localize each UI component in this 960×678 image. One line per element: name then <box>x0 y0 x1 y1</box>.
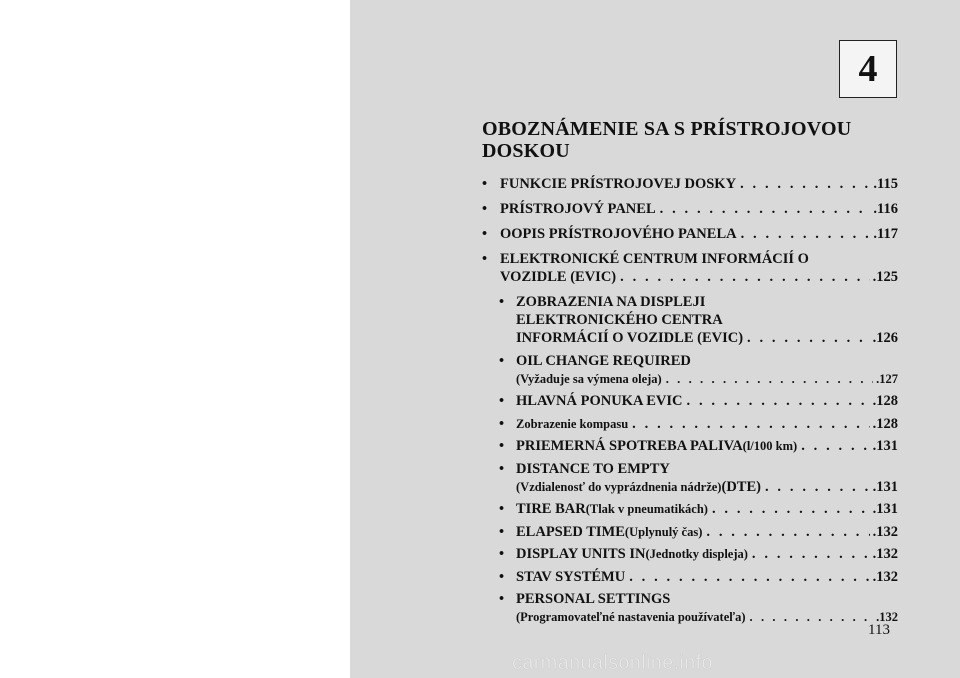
bullet-icon: • <box>499 591 505 607</box>
toc-page-number: .128 <box>872 415 898 432</box>
watermark-text: carmanualsonline.info <box>512 652 713 674</box>
toc-entry-tire-bar[interactable] <box>482 500 898 518</box>
chapter-number: 4 <box>858 48 878 90</box>
toc-entry-stav-systemu[interactable] <box>482 568 898 586</box>
bullet-icon: • <box>499 501 505 517</box>
toc-entry-hlavna-ponuka[interactable] <box>482 392 898 410</box>
toc-entry-display-units[interactable] <box>482 545 898 563</box>
toc-entry-kompas[interactable] <box>482 415 898 433</box>
chapter-title-line2: DOSKOU <box>482 140 570 162</box>
blank-left-area <box>0 0 350 678</box>
toc-entry-label: FUNKCIE PRÍSTROJOVEJ DOSKY <box>500 176 737 192</box>
toc-entry-distance[interactable] <box>482 460 898 496</box>
bullet-icon: • <box>499 352 505 369</box>
toc-entry-label: PRIEMERNÁ SPOTREBA PALIVA <box>516 438 743 454</box>
toc-page-number: .131 <box>872 501 898 517</box>
toc-entry-label-line1: OIL CHANGE REQUIRED <box>516 352 691 369</box>
bullet-icon: • <box>499 294 505 310</box>
toc-page-number: .132 <box>876 610 898 624</box>
toc-entry-elapsed-time[interactable] <box>482 523 898 541</box>
toc-entry-label: STAV SYSTÉMU <box>516 568 626 585</box>
chapter-number-box <box>839 40 897 98</box>
toc-page-number: .131 <box>872 478 898 495</box>
bullet-icon: • <box>499 393 505 409</box>
toc-page-number: .132 <box>872 568 898 585</box>
toc-entry-label: Zobrazenie kompasu <box>516 416 629 431</box>
bullet-icon: • <box>499 438 505 454</box>
toc-page-number: .125 <box>872 269 898 285</box>
toc-page-number: .132 <box>872 546 898 562</box>
toc-page-number: .126 <box>872 330 898 346</box>
toc-entry-label-sub: (l/100 km) <box>742 439 798 453</box>
chapter-title-line1: OBOZNÁMENIE SA S PRÍSTROJOVOU <box>482 118 852 140</box>
toc-page-number: .131 <box>872 438 898 454</box>
bullet-icon: • <box>499 523 505 540</box>
toc-entry-personal-settings[interactable] <box>482 590 898 626</box>
bullet-icon: • <box>482 226 488 242</box>
toc-entry-label: VOZIDLE (EVIC) <box>500 269 617 285</box>
toc-entry-oopis[interactable] <box>482 225 898 243</box>
toc-page-number: .127 <box>876 371 898 386</box>
toc-entry-label-line2: ELEKTRONICKÉHO CENTRA <box>516 312 723 328</box>
toc-entry-label-line1: DISTANCE TO EMPTY <box>516 460 670 477</box>
toc-entry-label: (DTE) <box>721 478 761 495</box>
toc-entry-label-sub: (Uplynulý čas) <box>624 524 703 539</box>
toc-entry-label: (Programovateľné nastavenia používateľa) <box>516 610 746 624</box>
bullet-icon: • <box>499 568 505 585</box>
toc-entry-label: HLAVNÁ PONUKA EVIC <box>516 393 683 409</box>
toc-entry-label-line1: ZOBRAZENIA NA DISPLEJI <box>516 294 706 310</box>
page-number: 113 <box>868 622 890 638</box>
toc-entry-label: INFORMÁCIÍ O VOZIDLE (EVIC) <box>516 330 744 346</box>
toc-page-number: .117 <box>873 226 898 242</box>
toc-entry-evic[interactable] <box>482 250 898 286</box>
toc-entry-oil-change[interactable] <box>482 352 898 388</box>
toc-entry-label: PRÍSTROJOVÝ PANEL <box>500 201 656 217</box>
toc-entry-label-line1: PERSONAL SETTINGS <box>516 591 671 607</box>
bullet-icon: • <box>499 546 505 562</box>
toc-page-number: .132 <box>872 523 898 540</box>
toc-entry-label-sub: (Tlak v pneumatikách) <box>585 502 708 516</box>
toc-entry-label: DISPLAY UNITS IN <box>516 546 646 562</box>
toc-entry-funkcie[interactable] <box>482 175 898 193</box>
toc-entry-zobrazenia[interactable] <box>482 293 898 347</box>
toc-entry-label-sub: (Jednotky displeja) <box>645 547 748 561</box>
toc-page-number: .128 <box>872 393 898 409</box>
toc-entry-label: TIRE BAR <box>516 501 586 517</box>
bullet-icon: • <box>482 176 488 192</box>
toc-entry-spotreba[interactable] <box>482 437 898 455</box>
toc-entry-pristrojovy-panel[interactable] <box>482 200 898 218</box>
toc-entry-label: (Vyžaduje sa výmena oleja) <box>516 371 662 386</box>
toc-page-number: .115 <box>873 176 898 192</box>
bullet-icon: • <box>499 415 505 432</box>
toc-entry-label: OOPIS PRÍSTROJOVÉHO PANELA <box>500 226 737 242</box>
toc-page-number: .116 <box>873 201 898 217</box>
bullet-icon: • <box>482 201 488 217</box>
manual-page <box>350 0 960 678</box>
toc-entry-label-sub: (Vzdialenosť do vyprázdnenia nádrže) <box>516 479 722 494</box>
table-of-contents <box>482 175 898 631</box>
bullet-icon: • <box>482 251 488 267</box>
toc-entry-label-line1: ELEKTRONICKÉ CENTRUM INFORMÁCIÍ O <box>500 251 809 267</box>
toc-entry-label: ELAPSED TIME <box>516 523 625 540</box>
bullet-icon: • <box>499 460 505 477</box>
chapter-title <box>482 118 902 162</box>
